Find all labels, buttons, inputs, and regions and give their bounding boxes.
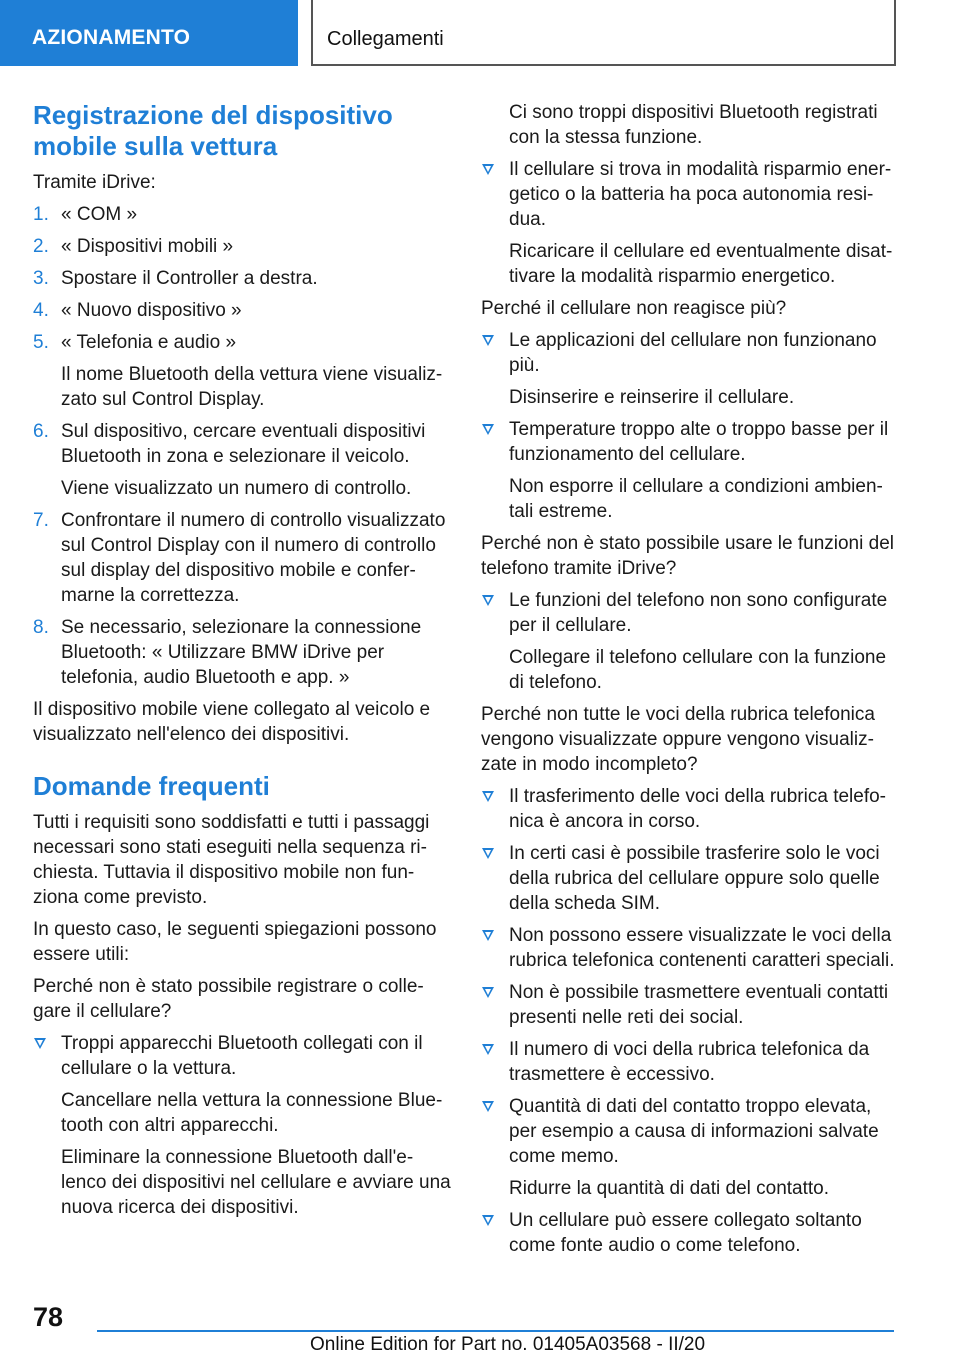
step-item (33, 202, 451, 227)
answer-list-3 (481, 588, 901, 695)
triangle-bullet-icon (482, 1215, 494, 1226)
step-text: Spostare il Controller a destra. (61, 268, 318, 289)
step-text: Se necessario, selezionare la connessione Bluetooth: « Utilizzare BMW iDrive per telefonia, audio Bluetooth e app. » (61, 617, 422, 688)
answer-text: Le applicazioni del cellulare non funzionano più. (509, 330, 877, 376)
answer-item (481, 328, 901, 410)
answer-item (33, 1031, 451, 1220)
answer-text: Il numero di voci della rubrica telefonica da trasmettere è eccessivo. (509, 1039, 870, 1085)
answer-text: Le funzioni del telefono non sono configurate per il cellulare. (509, 590, 888, 636)
answer-remedy-continued: Ci sono troppi dispositivi Bluetooth registrati con la stessa funzione. (509, 102, 878, 148)
heading-registration: Registrazione del dispositivo mobile sulla vettura (33, 100, 393, 161)
question-1: Perché non è stato possibile registrare o colle-gare il cellulare? (33, 976, 424, 1022)
step-note: Il nome Bluetooth della vettura viene visualiz-zato sul Control Display. (61, 364, 443, 410)
triangle-bullet-icon (482, 930, 494, 941)
step-text: Confrontare il numero di controllo visualizzato sul Control Display con il numero di controllo sul display del dispositivo mobile e confer-marne la correttezza. (61, 510, 446, 606)
faq-intro: Tutti i requisiti sono soddisfatti e tutti i passaggi necessari sono stati eseguiti nella sequenza ri-chiesta. Tuttavia il dispositivo mobile non fun-ziona come previsto. (33, 812, 430, 908)
intro-text: Tramite iDrive: (33, 172, 156, 193)
footer-edition: Online Edition for Part no. 01405A03568 - II/20 (310, 1334, 706, 1355)
step-text: « Dispositivi mobili » (61, 236, 234, 257)
registration-steps (33, 202, 451, 690)
answer-item (481, 784, 901, 834)
step-number: 2. (33, 236, 49, 257)
question-4: Perché non tutte le voci della rubrica telefonica vengono visualizzate oppure vengono visualiz-zate in modo incompleto? (481, 704, 875, 775)
answer-text: Il trasferimento delle voci della rubrica telefo-nica è ancora in corso. (509, 786, 887, 832)
triangle-bullet-icon (482, 848, 494, 859)
answer-remedy: Disinserire e reinserire il cellulare. (509, 387, 795, 408)
triangle-bullet-icon (482, 987, 494, 998)
step-item (33, 330, 451, 412)
step-item (33, 419, 451, 501)
triangle-bullet-icon (482, 595, 494, 606)
header-chapter-box (311, 0, 896, 66)
answer-text: In certi casi è possibile trasferire solo le voci della rubrica del cellulare oppure solo quelle della scheda SIM. (509, 843, 880, 914)
answer-item (481, 1208, 901, 1258)
triangle-bullet-icon (482, 1101, 494, 1112)
answer-item (481, 588, 901, 695)
step-item (33, 298, 451, 323)
triangle-bullet-icon (482, 164, 494, 175)
faq-intro-2: In questo caso, le seguenti spiegazioni possono essere utili: (33, 919, 437, 965)
answer-item (481, 923, 901, 973)
step-number: 3. (33, 268, 49, 289)
step-number: 1. (33, 204, 49, 225)
answer-text: Temperature troppo alte o troppo basse per il funzionamento del cellulare. (509, 419, 889, 465)
question-2: Perché il cellulare non reagisce più? (481, 298, 787, 319)
triangle-bullet-icon (482, 1044, 494, 1055)
step-number: 7. (33, 510, 49, 531)
answer-text: Non è possibile trasmettere eventuali contatti presenti nelle reti dei social. (509, 982, 889, 1028)
answer-item (481, 157, 901, 289)
header-section-label: AZIONAMENTO (32, 26, 191, 49)
triangle-bullet-icon (482, 424, 494, 435)
right-column (481, 100, 901, 1265)
answer-remedy: Ricaricare il cellulare ed eventualmente disat-tivare la modalità risparmio energetico. (509, 241, 893, 287)
answer-remedy: Non esporre il cellulare a condizioni ambien-tali estreme. (509, 476, 883, 522)
left-column (33, 100, 451, 1227)
question-3: Perché non è stato possibile usare le funzioni del telefono tramite iDrive? (481, 533, 894, 579)
step-text: « Nuovo dispositivo » (61, 300, 242, 321)
step-number: 6. (33, 421, 49, 442)
step-item (33, 508, 451, 608)
heading-faq: Domande frequenti (33, 771, 270, 801)
after-steps-text: Il dispositivo mobile viene collegato al veicolo e visualizzato nell'elenco dei dispositivi. (33, 699, 431, 745)
step-number: 5. (33, 332, 49, 353)
answer-item (481, 1094, 901, 1201)
step-item (33, 234, 451, 259)
header-section-tab (0, 0, 298, 66)
answer-list-1-continued (481, 157, 901, 289)
answer-item (481, 417, 901, 524)
triangle-bullet-icon (34, 1038, 46, 1049)
step-item (33, 615, 451, 690)
answer-item (481, 1037, 901, 1087)
answer-text: Quantità di dati del contatto troppo elevata, per esempio a causa di informazioni salvate come memo. (509, 1096, 879, 1167)
answer-text: Un cellulare può essere collegato soltanto come fonte audio o come telefono. (509, 1210, 862, 1256)
answer-item (481, 841, 901, 916)
step-text: « Telefonia e audio » (61, 332, 237, 353)
step-number: 4. (33, 300, 49, 321)
step-item (33, 266, 451, 291)
answer-list-1 (33, 1031, 451, 1220)
answer-remedy: Ridurre la quantità di dati del contatto. (509, 1178, 830, 1199)
step-text: « COM » (61, 204, 138, 225)
answer-remedy: Collegare il telefono cellulare con la funzione di telefono. (509, 647, 887, 693)
answer-list-2 (481, 328, 901, 524)
answer-item (481, 980, 901, 1030)
step-text: Sul dispositivo, cercare eventuali dispositivi Bluetooth in zona e selezionare il veicolo. (61, 421, 426, 467)
footer-divider (97, 1330, 894, 1332)
answer-text: Non possono essere visualizzate le voci della rubrica telefonica contenenti caratteri speciali. (509, 925, 895, 971)
answer-remedy: Cancellare nella vettura la connessione Blue-tooth con altri apparecchi. (61, 1090, 443, 1136)
answer-text: Troppi apparecchi Bluetooth collegati con il cellulare o la vettura. (61, 1033, 423, 1079)
page-number: 78 (33, 1302, 64, 1332)
triangle-bullet-icon (482, 335, 494, 346)
answer-text: Il cellulare si trova in modalità risparmio ener-getico o la batteria ha poca autonomia resi-dua. (509, 159, 892, 230)
answer-list-4 (481, 784, 901, 1258)
step-note: Viene visualizzato un numero di controllo. (61, 478, 412, 499)
header-chapter-label: Collegamenti (327, 28, 444, 50)
step-number: 8. (33, 617, 49, 638)
answer-remedy: Eliminare la connessione Bluetooth dall'e-lenco dei dispositivi nel cellulare e avviare una nuova ricerca dei dispositivi. (61, 1147, 451, 1218)
triangle-bullet-icon (482, 791, 494, 802)
